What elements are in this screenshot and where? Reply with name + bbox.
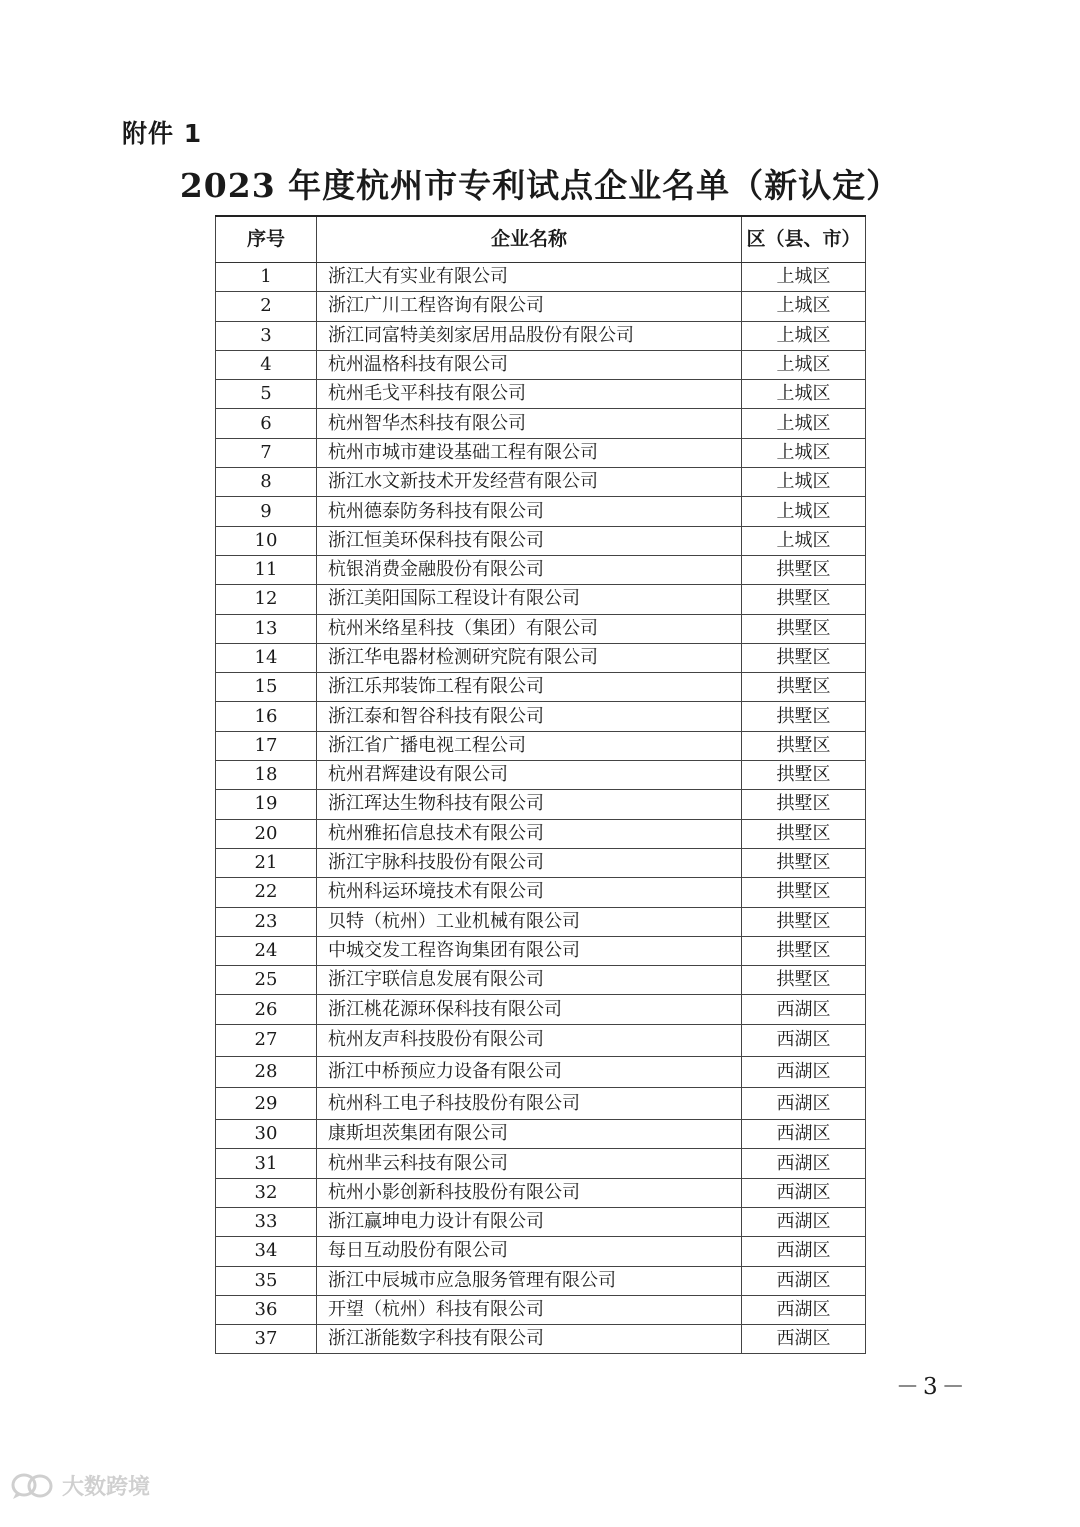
company-name: 浙江宇联信息发展有限公司 [317,966,742,995]
table-row [216,1266,866,1295]
table-row [216,1178,866,1207]
district-name: 拱墅区 [742,878,866,907]
district-name: 拱墅区 [742,790,866,819]
district-name: 上城区 [742,263,866,292]
row-number: 17 [216,731,317,760]
district-name: 西湖区 [742,1266,866,1295]
district-name: 拱墅区 [742,643,866,672]
table-row [216,848,866,877]
company-name: 杭州小影创新科技股份有限公司 [317,1178,742,1207]
company-name: 浙江广川工程咨询有限公司 [317,292,742,321]
district-name: 西湖区 [742,1024,866,1056]
district-name: 上城区 [742,409,866,438]
column-header-district: 区（县、市） [742,216,866,263]
table-row [216,819,866,848]
district-name: 西湖区 [742,1208,866,1237]
row-number: 36 [216,1295,317,1324]
table-body [216,263,866,1354]
district-name: 西湖区 [742,1120,866,1149]
row-number: 26 [216,995,317,1024]
district-name: 西湖区 [742,1325,866,1354]
table-row [216,585,866,614]
row-number: 13 [216,614,317,643]
company-name: 浙江中辰城市应急服务管理有限公司 [317,1266,742,1295]
company-name: 每日互动股份有限公司 [317,1237,742,1266]
company-name: 杭州芈云科技有限公司 [317,1149,742,1178]
column-header-number: 序号 [216,216,317,263]
table-row [216,1237,866,1266]
table-row [216,995,866,1024]
district-name: 西湖区 [742,1178,866,1207]
district-name: 西湖区 [742,1295,866,1324]
district-name: 拱墅区 [742,761,866,790]
company-name: 浙江水文新技术开发经营有限公司 [317,468,742,497]
row-number: 4 [216,350,317,379]
table-row [216,292,866,321]
district-name: 拱墅区 [742,819,866,848]
company-name: 浙江乐邦装饰工程有限公司 [317,673,742,702]
company-name: 浙江浙能数字科技有限公司 [317,1325,742,1354]
table-row [216,438,866,467]
table-row [216,936,866,965]
table-row [216,1208,866,1237]
row-number: 23 [216,907,317,936]
watermark-text: 大数跨境 [62,1475,151,1500]
company-name: 杭州米络星科技（集团）有限公司 [317,614,742,643]
table-row [216,731,866,760]
district-name: 拱墅区 [742,673,866,702]
row-number: 25 [216,966,317,995]
company-name: 杭州科工电子科技股份有限公司 [317,1088,742,1120]
district-name: 西湖区 [742,1149,866,1178]
table-row [216,526,866,555]
company-name: 杭州温格科技有限公司 [317,350,742,379]
company-name: 杭州科运环境技术有限公司 [317,878,742,907]
table-row [216,1120,866,1149]
company-name: 浙江同富特美刻家居用品股份有限公司 [317,321,742,350]
row-number: 11 [216,555,317,584]
table-row [216,878,866,907]
table-row [216,555,866,584]
company-name: 浙江赢坤电力设计有限公司 [317,1208,742,1237]
row-number: 27 [216,1024,317,1056]
table-row [216,907,866,936]
table-row [216,350,866,379]
table-row [216,643,866,672]
row-number: 2 [216,292,317,321]
district-name: 上城区 [742,380,866,409]
table-row [216,790,866,819]
district-name: 上城区 [742,438,866,467]
table-header-row [216,216,866,263]
row-number: 14 [216,643,317,672]
district-name: 上城区 [742,321,866,350]
row-number: 3 [216,321,317,350]
company-name: 中城交发工程咨询集团有限公司 [317,936,742,965]
row-number: 15 [216,673,317,702]
district-name: 拱墅区 [742,702,866,731]
district-name: 拱墅区 [742,936,866,965]
column-header-company: 企业名称 [317,216,742,263]
row-number: 6 [216,409,317,438]
row-number: 21 [216,848,317,877]
company-name: 杭州市城市建设基础工程有限公司 [317,438,742,467]
company-name: 浙江桃花源环保科技有限公司 [317,995,742,1024]
row-number: 34 [216,1237,317,1266]
district-name: 拱墅区 [742,731,866,760]
company-name: 杭州雅拓信息技术有限公司 [317,819,742,848]
district-name: 西湖区 [742,1056,866,1088]
district-name: 拱墅区 [742,907,866,936]
table-row [216,263,866,292]
table-row [216,321,866,350]
row-number: 5 [216,380,317,409]
table-row [216,1325,866,1354]
table-row [216,614,866,643]
table-row [216,409,866,438]
district-name: 上城区 [742,292,866,321]
district-name: 上城区 [742,526,866,555]
row-number: 10 [216,526,317,555]
table-row [216,1295,866,1324]
company-name: 浙江恒美环保科技有限公司 [317,526,742,555]
company-name: 浙江泰和智谷科技有限公司 [317,702,742,731]
row-number: 19 [216,790,317,819]
company-name: 浙江省广播电视工程公司 [317,731,742,760]
company-name: 杭州智华杰科技有限公司 [317,409,742,438]
company-name: 浙江美阳国际工程设计有限公司 [317,585,742,614]
table-row [216,1149,866,1178]
table-row [216,702,866,731]
company-name: 康斯坦茨集团有限公司 [317,1120,742,1149]
row-number: 29 [216,1088,317,1120]
row-number: 20 [216,819,317,848]
table-row [216,1088,866,1120]
table-row [216,497,866,526]
district-name: 拱墅区 [742,614,866,643]
page-number: －3－ [896,1374,969,1400]
company-name: 浙江大有实业有限公司 [317,263,742,292]
row-number: 33 [216,1208,317,1237]
document-title: 2023 年度杭州市专利试点企业名单（新认定） [179,166,901,205]
row-number: 35 [216,1266,317,1295]
district-name: 西湖区 [742,1088,866,1120]
row-number: 18 [216,761,317,790]
district-name: 上城区 [742,350,866,379]
row-number: 9 [216,497,317,526]
company-name: 杭州德泰防务科技有限公司 [317,497,742,526]
attachment-label: 附件 1 [122,119,203,148]
district-name: 拱墅区 [742,585,866,614]
table-row [216,1024,866,1056]
company-name: 浙江华电器材检测研究院有限公司 [317,643,742,672]
table-row [216,468,866,497]
row-number: 1 [216,263,317,292]
company-name: 浙江宇脉科技股份有限公司 [317,848,742,877]
district-name: 上城区 [742,468,866,497]
company-name: 浙江中桥预应力设备有限公司 [317,1056,742,1088]
row-number: 30 [216,1120,317,1149]
company-name: 杭州毛戈平科技有限公司 [317,380,742,409]
district-name: 拱墅区 [742,966,866,995]
district-name: 上城区 [742,497,866,526]
chat-bubble-logo-icon [10,1471,56,1501]
table-row [216,380,866,409]
row-number: 24 [216,936,317,965]
row-number: 12 [216,585,317,614]
company-name: 杭银消费金融股份有限公司 [317,555,742,584]
enterprise-list-table [215,215,866,1354]
watermark [10,1470,150,1501]
company-name: 杭州友声科技股份有限公司 [317,1024,742,1056]
company-name: 浙江珲达生物科技有限公司 [317,790,742,819]
table-row [216,761,866,790]
district-name: 西湖区 [742,995,866,1024]
row-number: 8 [216,468,317,497]
row-number: 7 [216,438,317,467]
row-number: 16 [216,702,317,731]
table-row [216,966,866,995]
district-name: 拱墅区 [742,555,866,584]
company-name: 开望（杭州）科技有限公司 [317,1295,742,1324]
district-name: 西湖区 [742,1237,866,1266]
table-row [216,1056,866,1088]
company-name: 杭州君辉建设有限公司 [317,761,742,790]
row-number: 37 [216,1325,317,1354]
table-row [216,673,866,702]
company-name: 贝特（杭州）工业机械有限公司 [317,907,742,936]
row-number: 28 [216,1056,317,1088]
row-number: 32 [216,1178,317,1207]
district-name: 拱墅区 [742,848,866,877]
row-number: 22 [216,878,317,907]
row-number: 31 [216,1149,317,1178]
